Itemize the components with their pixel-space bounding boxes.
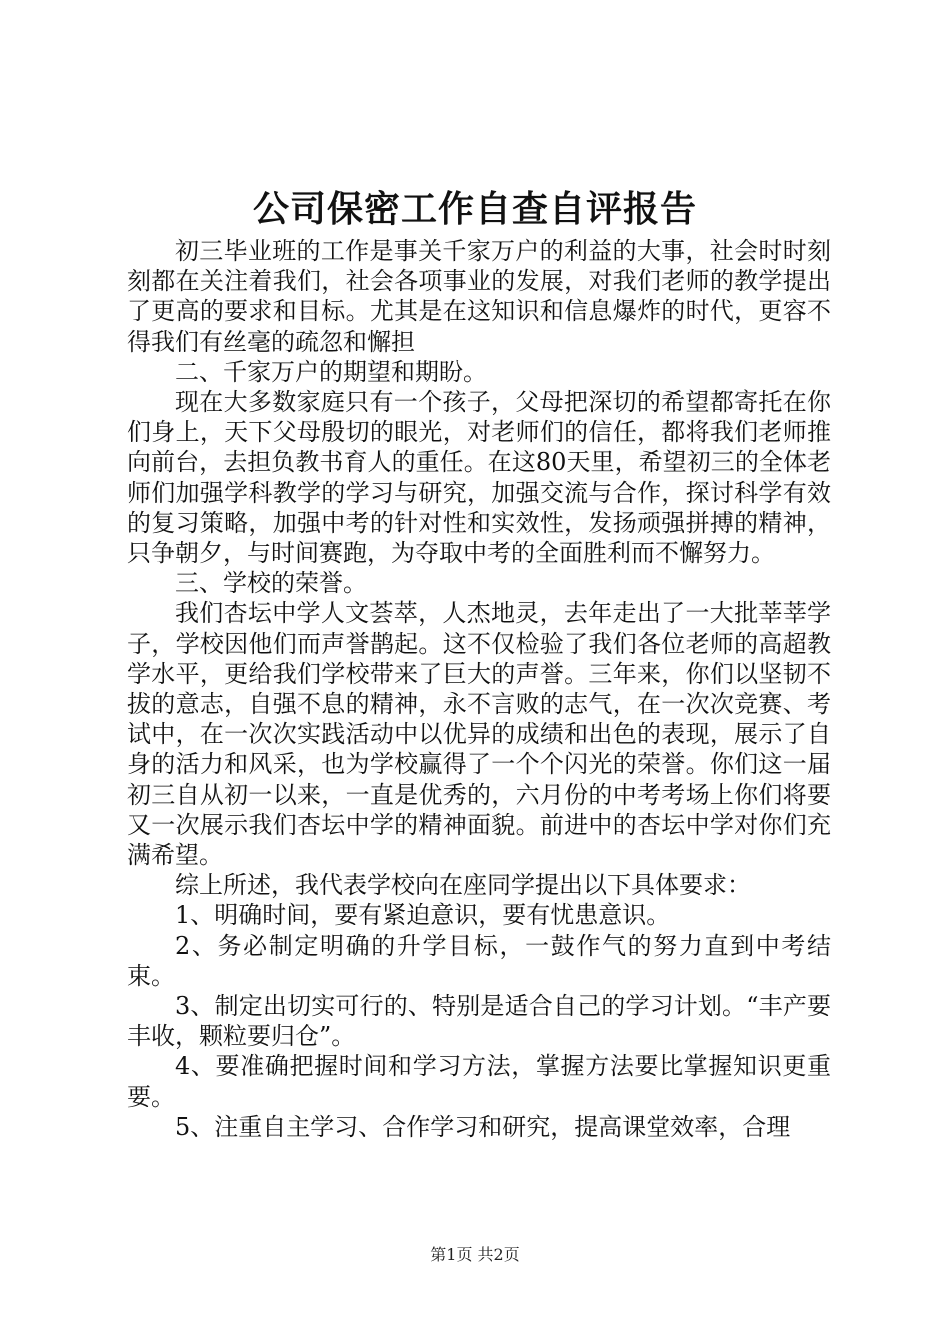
requirement-item-3: 3、制定出切实可行的、特别是适合自己的学习计划。“丰产要丰收，颗粒要归仓”。 — [127, 992, 831, 1051]
paragraph-summary: 综上所述，我代表学校向在座同学提出以下具体要求： — [175, 871, 751, 900]
paragraph-honor: 我们杏坛中学人文荟萃，人杰地灵，去年走出了一大批莘莘学子，学校因他们而声誉鹊起。这不仅检验了我们各位老师的高超教学水平，更给我们学校带来了巨大的声誉。三年来，你们以坚韧不拔的意志，自强不息的精神，永不言败的志气，在一次次竞赛、考试中，在一次次实践活动中以优异的成绩和出色的表现，展示了自身的活力和风采，也为学校赢得了一个个闪光的荣誉。你们这一届初三自从初一以来，一直是优秀的，六月份的中考考场上你们将要又一次展示我们杏坛中学的精神面貌。前进中的杏坛中学对你们充满希望。 — [127, 599, 831, 870]
requirement-item-2: 2、务必制定明确的升学目标，一鼓作气的努力直到中考结束。 — [127, 931, 831, 990]
section-heading-expectations: 二、千家万户的期望和期盼。 — [175, 357, 487, 386]
document-title: 公司保密工作自查自评报告 — [252, 188, 697, 230]
paragraph-expectations: 现在大多数家庭只有一个孩子，父母把深切的希望都寄托在你们身上，天下父母殷切的眼光，对老师们的信任，都将我们老师推向前台，去担负教书育人的重任。在这80天里，希望初三的全体老师们加强学科教学的学习与研究，加强交流与合作，探讨科学有效的复习策略，加强中考的针对性和实效性，发扬顽强拼搏的精神，只争朝夕，与时间赛跑，为夺取中考的全面胜利而不懈努力。 — [127, 388, 831, 568]
requirement-item-1: 1、明确时间，要有紧迫意识，要有忧患意识。 — [175, 901, 671, 930]
section-heading-honor: 三、学校的荣誉。 — [175, 569, 367, 598]
document-body — [127, 236, 831, 1142]
page-number-footer: 第1页 共2页 — [430, 1245, 520, 1264]
paragraph-intro: 初三毕业班的工作是事关千家万户的利益的大事，社会时时刻刻都在关注着我们，社会各项事业的发展，对我们老师的教学提出了更高的要求和目标。尤其是在这知识和信息爆炸的时代，更容不得我们有丝毫的疏忽和懈担 — [127, 237, 831, 356]
requirement-item-4: 4、要准确把握时间和学习方法，掌握方法要比掌握知识更重要。 — [127, 1052, 831, 1111]
requirement-item-5: 5、注重自主学习、合作学习和研究，提高课堂效率，合理 — [175, 1112, 791, 1141]
